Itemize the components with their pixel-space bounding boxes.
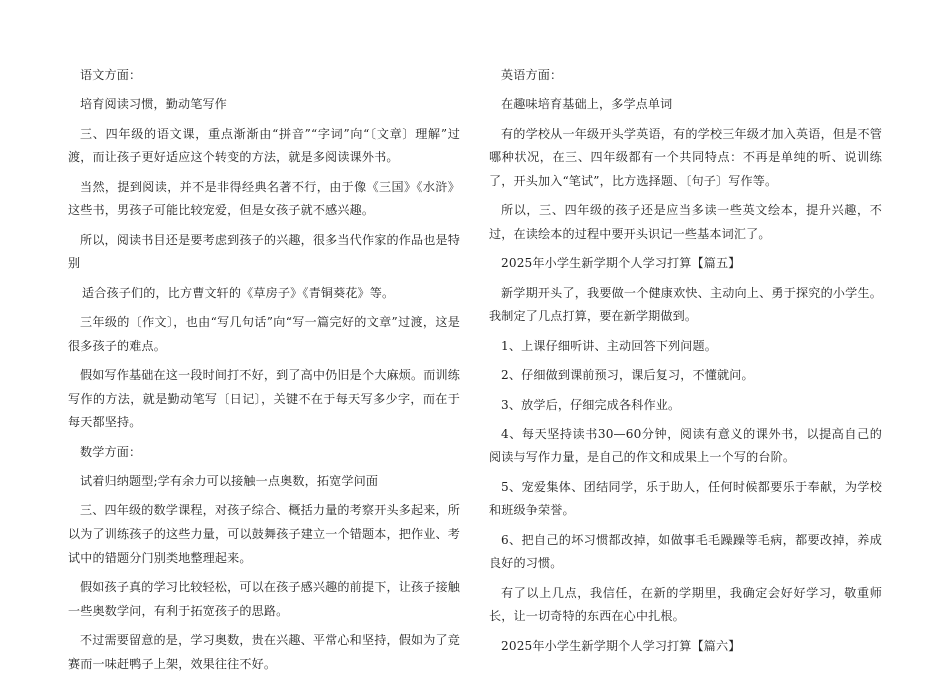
- list-item: 1、上课仔细听讲、主动回答下列问题。: [501, 338, 717, 353]
- paragraph: 有了以上几点，我信任，在新的学期里，我确定会好好学习，敬重师长，让一切奇特的东西在心中扎根。: [489, 585, 882, 624]
- paragraph: 所以，三、四年级的孩子还是应当多读一些英文绘本，提升兴趣，不过，在读绘本的过程中要开头识记一些基本词汇了。: [489, 203, 882, 241]
- list-item: 5、宠爱集体、团结同学，乐于助人，任何时候都要乐于奉献，为学校和班级争荣誉。: [489, 479, 882, 518]
- paragraph: 适合孩子们的，比方曹文轩的《草房子》《青铜葵花》等。: [82, 285, 395, 300]
- paragraph: 所以，阅读书目还是要考虑到孩子的兴趣，很多当代作家的作品也是特别: [68, 232, 460, 271]
- list-item: 3、放学后，仔细完成各科作业。: [501, 397, 681, 412]
- section-heading-chinese: 语文方面：: [80, 68, 142, 82]
- paragraph: 不过需要留意的是，学习奥数，贵在兴趣、平常心和坚持，假如为了竞赛而一味赶鸭子上架，效果往往不好。: [68, 633, 460, 671]
- paragraph: 有的学校从一年级开头学英语，有的学校三年级才加入英语，但是不管哪种状况，在三、四年级都有一个共同特点：不再是单纯的听、说训练了，开头加入“笔试”，比方选择题、〔句子〕写作等。: [489, 126, 882, 188]
- section-heading-english: 英语方面：: [501, 68, 563, 82]
- paragraph: 试着归纳题型;学有余力可以接触一点奥数，拓宽学问面: [80, 474, 379, 489]
- paragraph: 三、四年级的数学课程，对孩子综合、概括力量的考察开头多起来，所以为了训练孩子的这些力量，可以鼓舞孩子建立一个错题本，把作业、考试中的错题分门别类地整理起来。: [68, 503, 460, 565]
- paragraph: 新学期开头了，我要做一个健康欢快、主动向上、勇于探究的小学生。我制定了几点打算，要在新学期做到。: [489, 285, 882, 324]
- paragraph: 三、四年级的语文课，重点渐渐由“拼音”“字词”向“〔文章〕理解”过渡，而让孩子更好适应这个转变的方法，就是多阅读课外书。: [68, 126, 460, 165]
- paragraph: 三年级的〔作文〕，也由“写几句话”向“写一篇完好的文章”过渡，这是很多孩子的难点。: [68, 315, 460, 353]
- section-title-part-six: 2025年小学生新学期个人学习打算【篇六】: [501, 638, 741, 653]
- paragraph: 假如写作基础在这一段时间打不好，到了高中仍旧是个大麻烦。而训练写作的方法，就是勤动笔写〔日记〕，关键不在于每天写多少字，而在于每天都坚持。: [68, 368, 460, 430]
- paragraph: 当然，提到阅读，并不是非得经典名著不行，由于像《三国》《水浒》这些书，男孩子可能比较宠爱，但是女孩子就不感兴趣。: [68, 179, 460, 218]
- paragraph: 假如孩子真的学习比较轻松，可以在孩子感兴趣的前提下，让孩子接触一些奥数学问，有利于拓宽孩子的思路。: [68, 580, 460, 618]
- list-item: 2、仔细做到课前预习，课后复习，不懂就问。: [501, 368, 754, 383]
- section-heading-math: 数学方面：: [80, 444, 142, 459]
- paragraph: 培育阅读习惯，勤动笔写作: [80, 97, 227, 112]
- left-column: [68, 64, 460, 682]
- list-item: 4、每天坚持读书30—60分钟，阅读有意义的课外书，以提高自己的阅读与写作力量，是自己的作文和成果上一个写的台阶。: [489, 426, 882, 465]
- list-item: 6、把自己的坏习惯都改掉，如做事毛毛躁躁等毛病，都要改掉，养成良好的习惯。: [489, 532, 882, 571]
- paragraph: 在趣味培育基础上，多学点单词: [501, 97, 673, 112]
- right-column: [489, 64, 882, 664]
- section-title-part-five: 2025年小学生新学期个人学习打算【篇五】: [501, 256, 741, 271]
